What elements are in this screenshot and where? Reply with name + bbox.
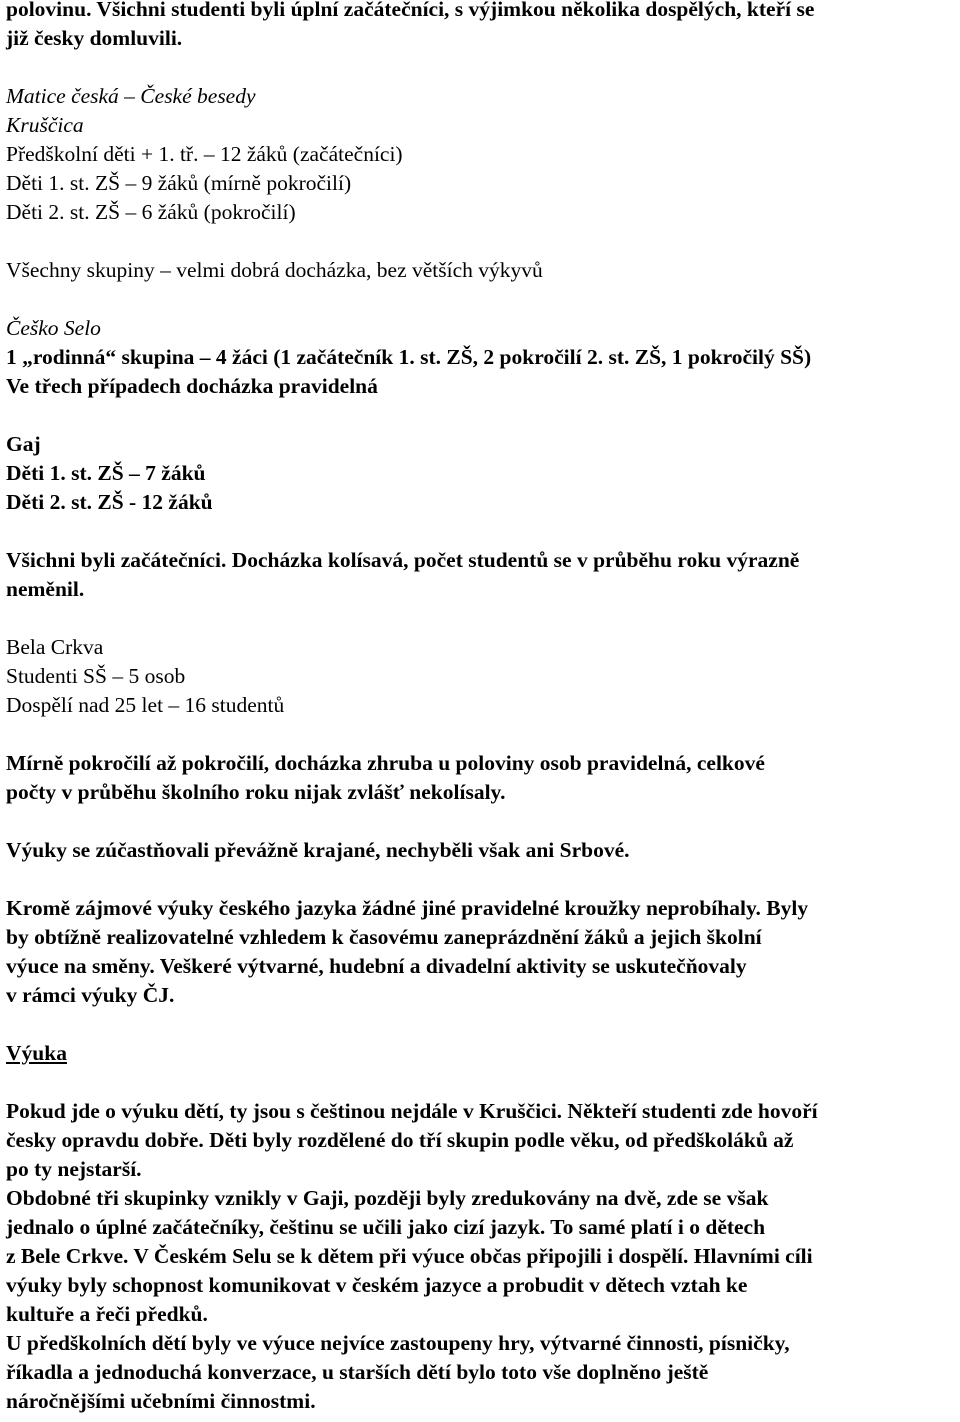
vyuka-line: říkadla a jednoduchá konverzace, u starších dětí bylo toto vše doplněno ještě [6,1360,709,1384]
gaj-note-line: Všichni byli začátečníci. Docházka kolísavá, počet studentů se v průběhu roku výrazně [6,548,800,572]
vyuka-paragraph-3 [6,1329,960,1416]
participants-text: Výuky se zúčastňovali převážně krajané, nechyběli však ani Srbové. [6,838,630,862]
krusica-attendance: Všechny skupiny – velmi dobrá docházka, bez větších výkyvů [6,258,543,282]
krusica-group-preschool: Předškolní děti + 1. tř. – 12 žáků (začátečníci) [6,142,403,166]
vyuka-line: jednalo o úplné začátečníky, češtinu se učili jako cizí jazyk. To samé platí i o dětech [6,1215,766,1239]
bela-crkva-note-line: Mírně pokročilí až pokročilí, docházka zhruba u poloviny osob pravidelná, celkové [6,751,765,775]
spacer [6,1010,960,1039]
vyuka-heading: Výuka [6,1041,67,1065]
extracurricular-line: výuce na směny. Veškeré výtvarné, hudební a divadelní aktivity se uskutečňovaly [6,954,747,978]
gaj-heading: Gaj [6,432,41,456]
bela-crkva-group-students: Studenti SŠ – 5 osob [6,664,186,688]
cesko-selo-group: 1 „rodinná“ skupina – 4 žáci (1 začátečník 1. st. ZŠ, 2 pokročilí 2. st. ZŠ, 1 pokročilý SŠ) [6,345,812,369]
gaj-group-first-stage: Děti 1. st. ZŠ – 7 žáků [6,461,206,485]
cesko-selo-attendance: Ve třech případech docházka pravidelná [6,374,378,398]
extracurricular-line: v rámci výuky ČJ. [6,983,175,1007]
vyuka-line: náročnějšími učebními činnostmi. [6,1389,316,1413]
spacer [6,865,960,894]
krusica-group-first-stage: Děti 1. st. ZŠ – 9 žáků (mírně pokročilí) [6,171,352,195]
spacer [6,53,960,82]
cesko-selo-heading: Češko Selo [6,316,101,340]
spacer [6,285,960,314]
vyuka-paragraph-2 [6,1184,960,1329]
vyuka-line: po ty nejstarší. [6,1157,142,1181]
gaj-group-second-stage: Děti 2. st. ZŠ - 12 žáků [6,490,213,514]
krusica-section [6,82,960,285]
vyuka-line: z Bele Crkve. V Českém Selu se k dětem při výuce občas připojili i dospělí. Hlavními cíli [6,1244,813,1268]
krusica-heading-place: Kruščica [6,113,84,137]
extracurricular-line: Kromě zájmové výuky českého jazyka žádné jiné pravidelné kroužky neprobíhaly. Byly [6,896,809,920]
spacer [6,807,960,836]
gaj-section [6,430,960,604]
vyuka-line: Pokud jde o výuku dětí, ty jsou s češtinou nejdále v Kruščici. Někteří studenti zde hovoří [6,1099,818,1123]
vyuka-paragraph-1 [6,1097,960,1184]
spacer [6,604,960,633]
gaj-note-line: neměnil. [6,577,85,601]
vyuka-line: U předškolních dětí byly ve výuce nejvíce zastoupeny hry, výtvarné činnosti, písničky, [6,1331,790,1355]
bela-crkva-section [6,633,960,807]
document-page [6,0,960,1416]
vyuka-line: Obdobné tři skupinky vznikly v Gaji, později byly zredukovány na dvě, zde se však [6,1186,769,1210]
intro-paragraph [6,0,960,53]
intro-line: polovinu. Všichni studenti byli úplní začátečníci, s výjimkou několika dospělých, kteří se [6,0,815,21]
krusica-heading-organization: Matice česká – České besedy [6,84,256,108]
extracurricular-paragraph [6,894,960,1010]
intro-line: již česky domluvili. [6,26,183,50]
spacer [6,1068,960,1097]
spacer [6,227,960,256]
cesko-selo-section [6,314,960,401]
extracurricular-line: by obtížně realizovatelné vzhledem k časovému zaneprázdnění žáků a jejich školní [6,925,762,949]
vyuka-line: česky opravdu dobře. Děti byly rozdělené do tří skupin podle věku, od předškoláků až [6,1128,794,1152]
bela-crkva-note-line: počty v průběhu školního roku nijak zvlášť nekolísaly. [6,780,506,804]
spacer [6,401,960,430]
bela-crkva-group-adults: Dospělí nad 25 let – 16 studentů [6,693,285,717]
spacer [6,720,960,749]
spacer [6,517,960,546]
vyuka-line: kultuře a řeči předků. [6,1302,208,1326]
bela-crkva-heading: Bela Crkva [6,635,104,659]
vyuka-line: výuky byly schopnost komunikovat v českém jazyce a probudit v dětech vztah ke [6,1273,748,1297]
krusica-group-second-stage: Děti 2. st. ZŠ – 6 žáků (pokročilí) [6,200,296,224]
